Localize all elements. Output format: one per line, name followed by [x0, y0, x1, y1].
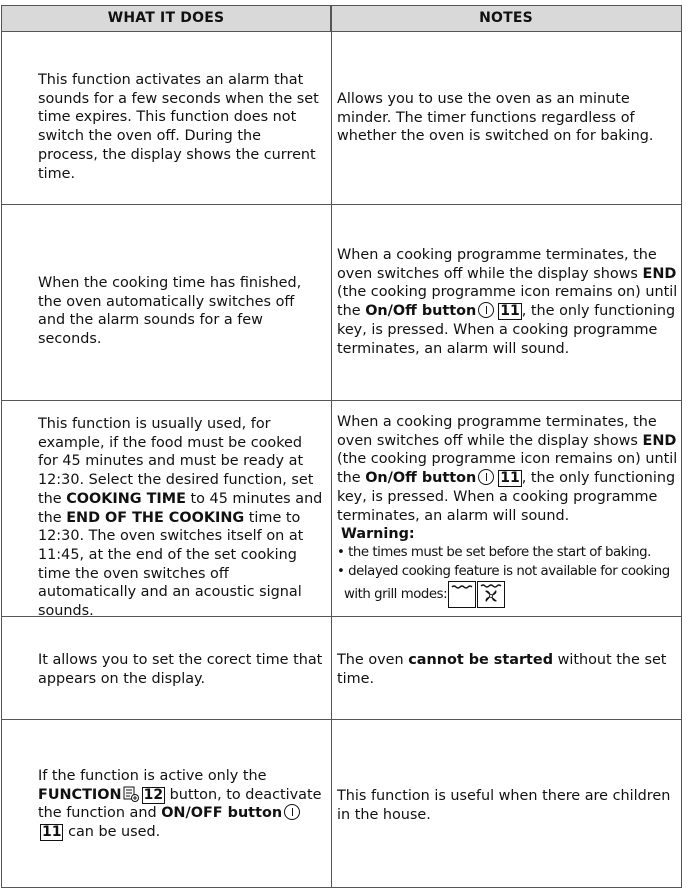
row3-what-it-does: This function is usually used, for example, if the food must be cooked for 45 minutes and must be ready at 12:30. Select the desired function, set the COOKING TIME to 45 minutes and the END OF THE COOKING time to 12:30. The oven switches itself on at 11:45, at the end of the set cooking time the oven switches off automatically and an acoustic signal sounds.	[38, 416, 323, 620]
row4-what-it-does: It allows you to set the corect time that appears on the display.	[38, 652, 323, 687]
header-what-it-does: WHAT IT DOES	[2, 6, 331, 32]
row3-notes: When a cooking programme terminates, the oven switches off while the display shows END (the cooking programme icon remains on) until the On/Off button 11 , the only functioning key, is pressed. When a cooking programme terminates, an alarm will sound. Warning: • the times must be set before the start of baking. • delayed cooking feature is not available for cooking with grill modes:	[337, 413, 681, 608]
header-notes: NOTES	[331, 6, 681, 32]
row4-notes: The oven cannot be started without the set time.	[337, 652, 667, 687]
row1-notes: Allows you to use the oven as an minute minder. The timer functions regardless of whether the oven is switched on for baking.	[337, 91, 654, 145]
function-menu-icon	[123, 786, 139, 802]
row5-what-it-does: If the function is active only the FUNCTION 12 button, to deactivate the function and ON/OFF button11 can be used.	[38, 768, 322, 841]
row2-what-it-does: When the cooking time has finished, the oven automatically switches off and the alarm sounds for a few seconds.	[38, 275, 302, 348]
row-divider	[2, 204, 681, 205]
key-number-12: 12	[143, 786, 164, 803]
row-divider	[2, 719, 681, 720]
top-grill-icon	[448, 581, 476, 608]
row-divider	[2, 400, 681, 401]
key-number-11: 11	[500, 470, 520, 487]
key-number-11: 11	[42, 824, 62, 841]
column-divider	[331, 6, 332, 887]
warning-bullet: • delayed cooking feature is not available for cooking	[337, 563, 670, 579]
fan-grill-icon	[477, 581, 505, 608]
warning-bullet-continued: with grill modes:	[337, 581, 681, 608]
key-number-11: 11	[500, 303, 520, 320]
power-icon	[284, 804, 300, 820]
power-icon	[478, 302, 494, 318]
power-icon	[478, 469, 494, 485]
functions-table	[1, 5, 682, 888]
row1-what-it-does: This function activates an alarm that sounds for a few seconds when the set time expires. This function does not switch the oven off. During the process, the display shows the current time.	[38, 72, 319, 182]
warning-label: Warning:	[341, 526, 415, 543]
row2-notes: When a cooking programme terminates, the oven switches off while the display shows END (the cooking programme icon remains on) until the On/Off button 11 , the only functioning key, is pressed. When a cooking programme terminates, an alarm will sound.	[337, 247, 678, 357]
row5-notes: This function is useful when there are children in the house.	[337, 788, 671, 823]
warning-bullet: • the times must be set before the start of baking.	[337, 544, 651, 560]
